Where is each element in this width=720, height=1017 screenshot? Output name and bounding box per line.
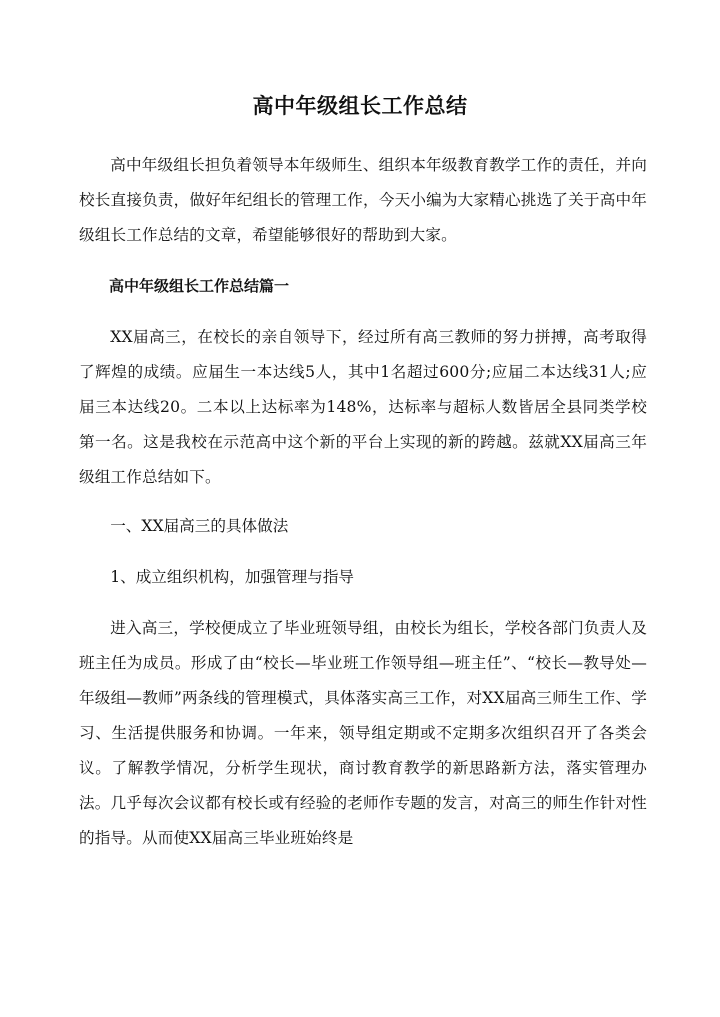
organization-paragraph: 进入高三，学校便成立了毕业班领导组，由校长为组长，学校各部门负责人及班主任为成员。形成了由“校长—毕业班工作领导组—班主任”、“校长—教导处—年级组—教师”两条线的管理模式，具体落实高三工作，对XX届高三师生工作、学习、生活提供服务和协调。一年来，领导组定期或不定期多次组织召开了各类会议。了解教学情况，分析学生现状，商讨教育教学的新思路新方法，落实管理办法。几乎每次会议都有校长或有经验的老师作专题的发言，对高三的师生作针对性的指导。从而使XX届高三毕业班始终是 — [79, 619, 647, 847]
subheading-organization: 1、成立组织机构，加强管理与指导 — [110, 568, 355, 586]
document-body — [79, 148, 647, 872]
results-paragraph: XX届高三，在校长的亲自领导下，经过所有高三教师的努力拼搏，高考取得了辉煌的成绩。应届生一本达线5人，其中1名超过600分;应届二本达线31人;应届三本达线20。二本以上达标率为148%，达标率与超标人数皆居全县同类学校第一名。这是我校在示范高中这个新的平台上实现的新的跨越。兹就XX届高三年级组工作总结如下。 — [79, 328, 647, 486]
intro-paragraph: 高中年级组长担负着领导本年级师生、组织本年级教育教学工作的责任，并向校长直接负责，做好年纪组长的管理工作，今天小编为大家精心挑选了关于高中年级组长工作总结的文章，希望能够很好的帮助到大家。 — [79, 156, 647, 244]
document-title: 高中年级组长工作总结 — [252, 94, 468, 118]
subheading-specific-practices: 一、XX届高三的具体做法 — [110, 517, 289, 535]
section-heading: 高中年级组长工作总结篇一 — [109, 277, 290, 295]
